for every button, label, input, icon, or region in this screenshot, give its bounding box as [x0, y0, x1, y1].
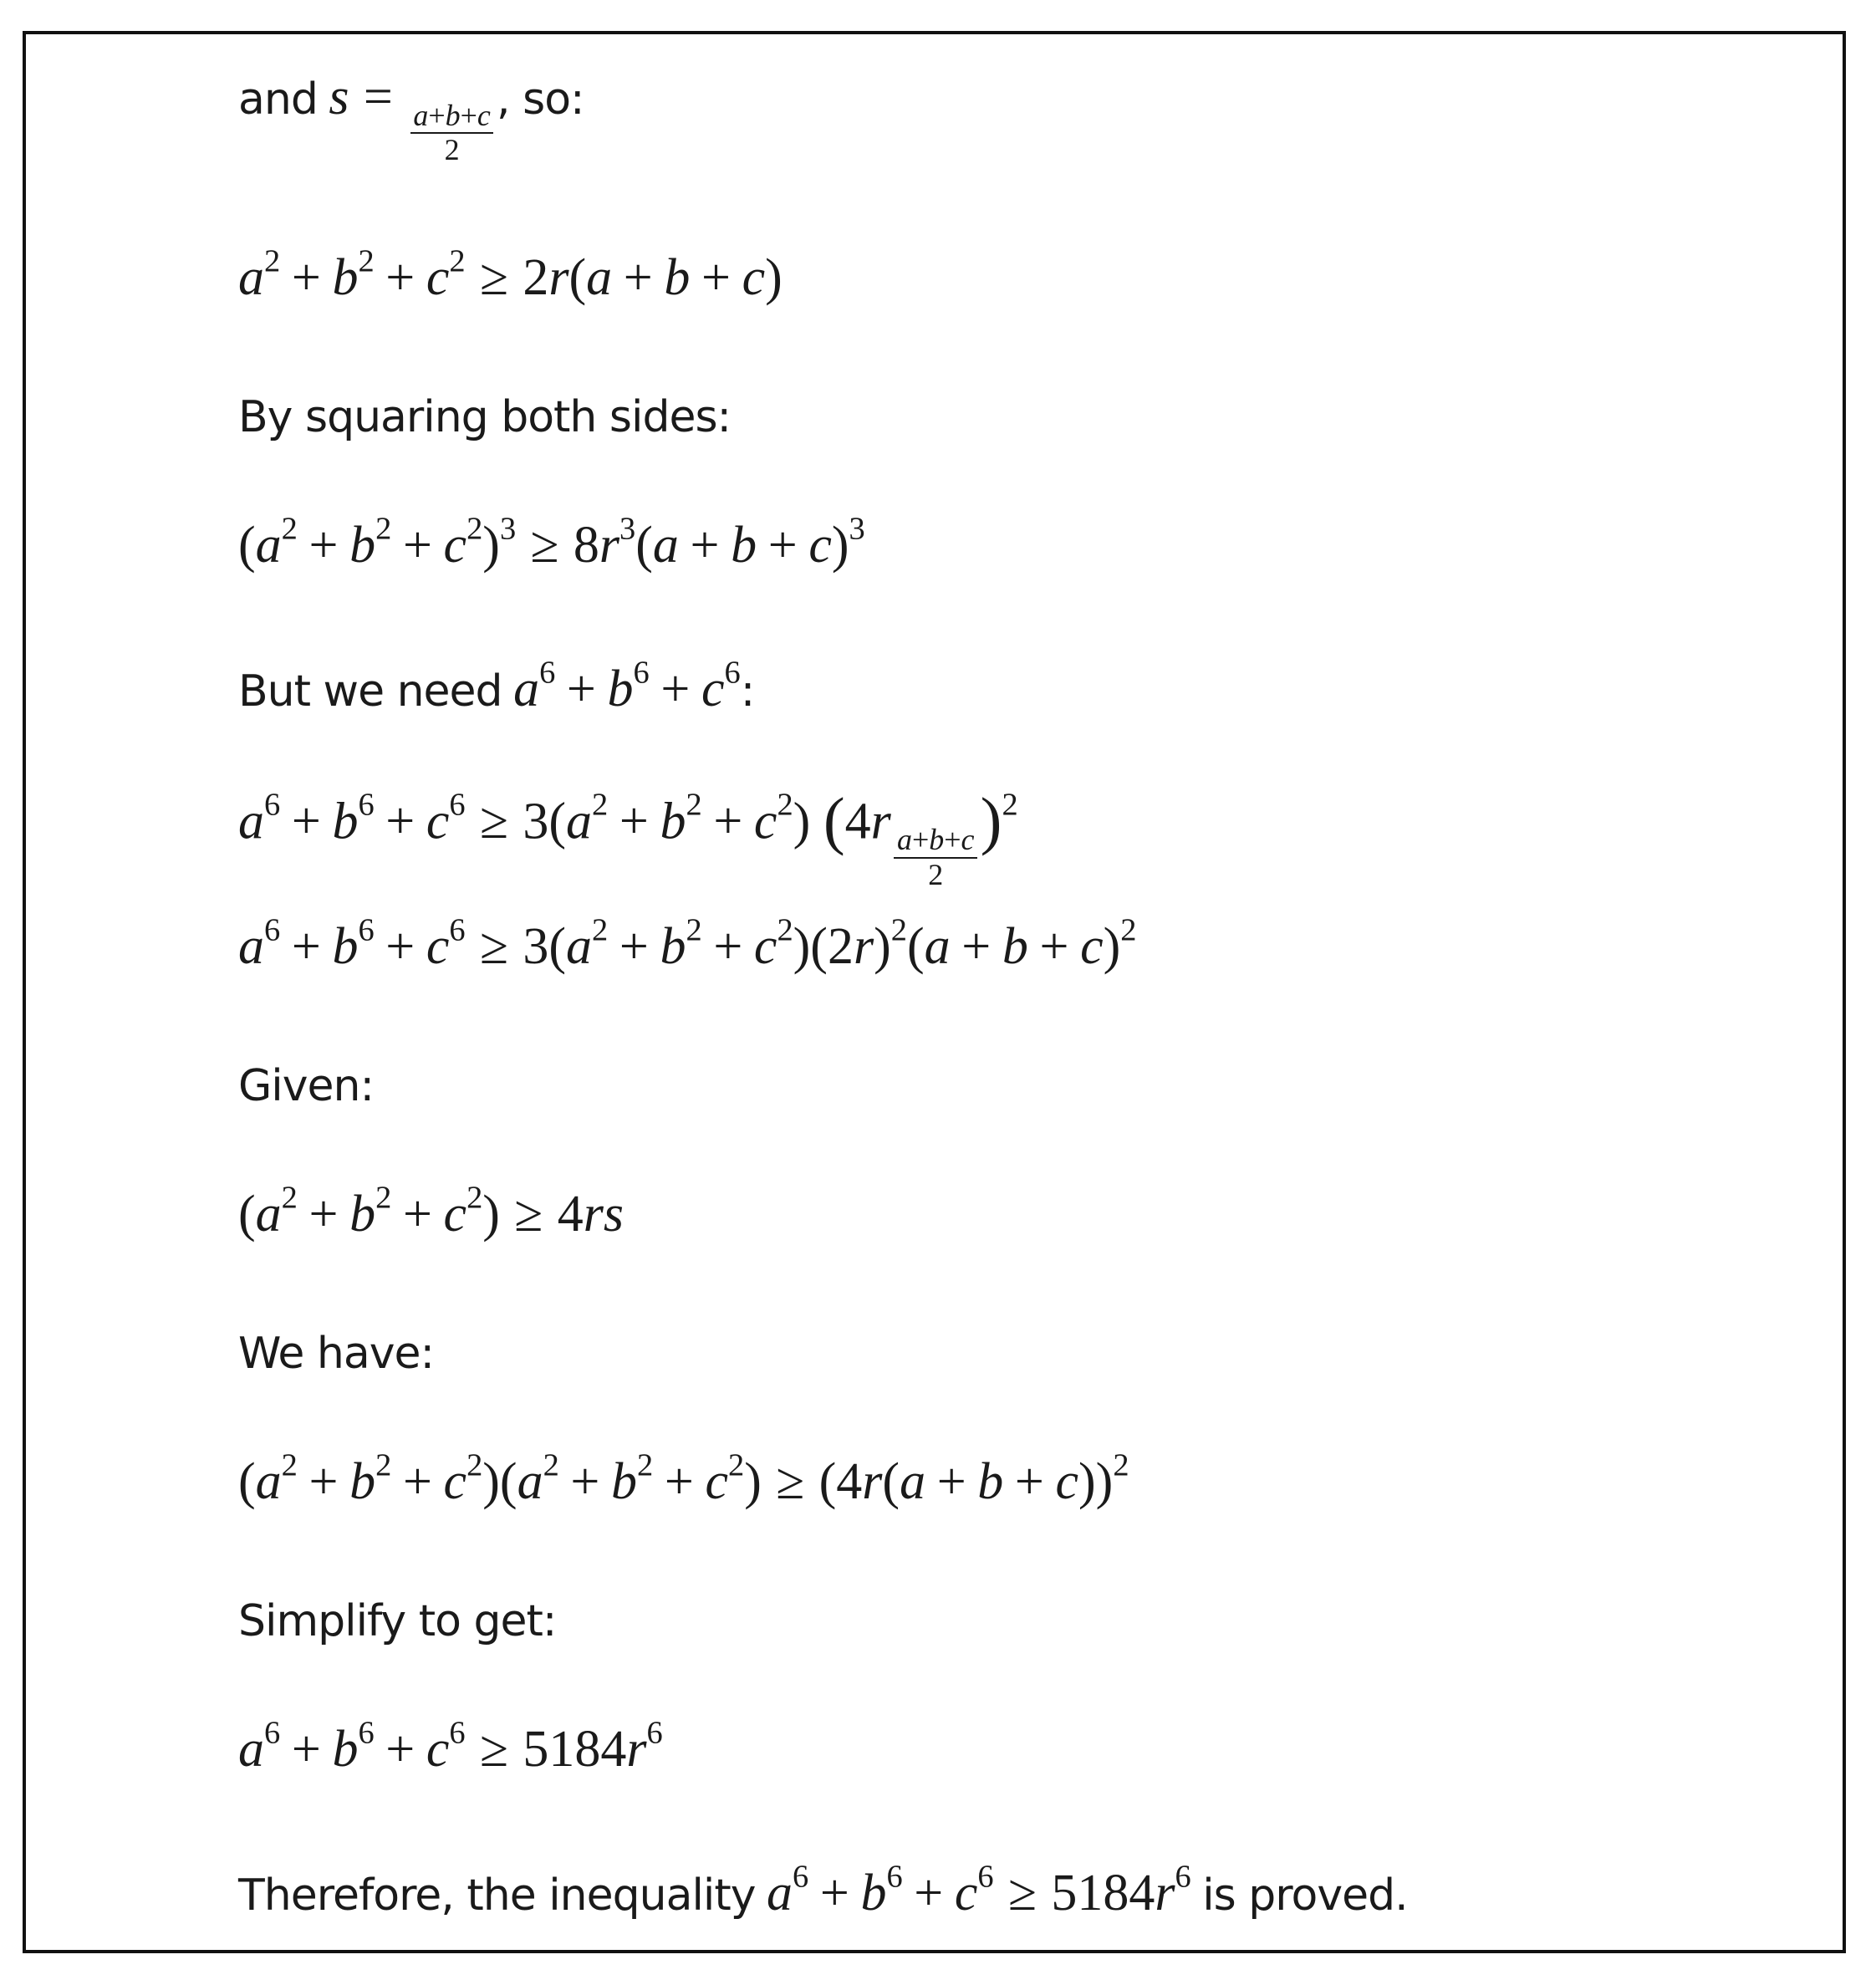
- equation-7: $a^6 + b^6 + c^6 \ge 5184r^6$: [238, 1715, 663, 1778]
- intro-tail: , so:: [497, 74, 584, 125]
- equation-1: $a^2 + b^2 + c^2 \ge 2r(a + b + c)$: [238, 243, 783, 306]
- intro-lead: and: [238, 74, 318, 125]
- conclusion-expression: $a^6 + b^6 + c^6 \ge 5184r^6$: [767, 1859, 1191, 1921]
- need-text: But we need: [238, 666, 502, 717]
- equation-4: $a^6 + b^6 + c^6 \ge 3(a^2 + b^2 + c^2)(2r)^2(a + b + c)^2$: [238, 912, 1137, 975]
- need-line: [238, 655, 755, 717]
- definition-line: [238, 71, 584, 166]
- have-text: We have:: [238, 1329, 434, 1379]
- therefore-text: Therefore, the inequality: [238, 1870, 756, 1921]
- constant-value: 5184: [523, 1721, 627, 1778]
- squaring-text: By squaring both sides:: [238, 392, 732, 442]
- equation-6: $(a^2 + b^2 + c^2)(a^2 + b^2 + c^2) \ge (4r(a + b + c))^2$: [238, 1447, 1129, 1510]
- conclusion-constant: 5184: [1051, 1865, 1155, 1921]
- given-text: Given:: [238, 1061, 374, 1111]
- proved-text: is proved.: [1202, 1870, 1408, 1921]
- semiperimeter-formula: s = $\frac{a+b+c}{2}$: [329, 69, 497, 125]
- equation-2: $(a^2 + b^2 + c^2)^3 \ge 8r^3(a + b + c)^3$: [238, 511, 865, 574]
- conclusion-line: [238, 1859, 1408, 1921]
- equation-3: $a^6 + b^6 + c^6 \ge 3(a^2 + b^2 + c^2)$ (4r $\frac{a+b+c}{2}$ )$^2$: [238, 784, 1018, 891]
- document-frame: [23, 31, 1846, 1953]
- equation-5: $(a^2 + b^2 + c^2) \ge 4rs$: [238, 1180, 624, 1243]
- need-colon: :: [740, 666, 755, 717]
- simplify-text: Simplify to get:: [238, 1596, 557, 1646]
- need-expression: $a^6 + b^6 + c^6$: [513, 655, 741, 717]
